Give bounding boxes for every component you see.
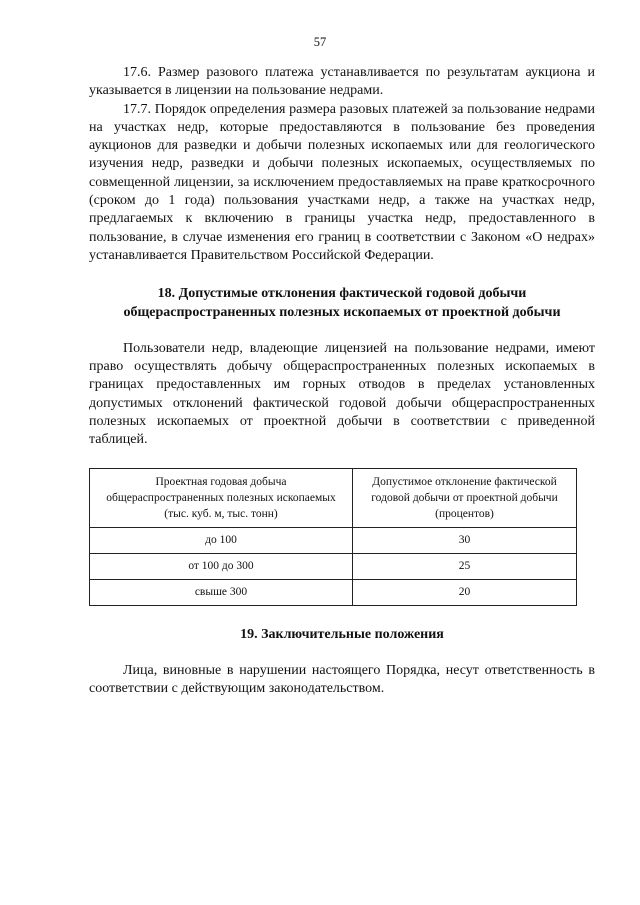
document-body xyxy=(89,64,595,699)
page-number: 57 xyxy=(313,35,327,49)
section-18-paragraph: Пользователи недр, владеющие лицензией на пользование недрами, имеют право осуществлять добычу общераспространенных полезных ископаемых в границах предоставленных им горных отводов в пределах установленных допустимых отклонений фактической годовой добычи общераспространенных полезных ископаемых от проектной добычи в соответствии с приведенной таблицей. xyxy=(89,340,595,448)
section-19-heading: 19. Заключительные положения xyxy=(240,626,444,642)
table-row xyxy=(90,579,577,605)
table-header-cell: Допустимое отклонение фактической годовой добычи от проектной добычи (процентов) xyxy=(353,468,577,527)
paragraph-17-6: 17.6. Размер разового платежа устанавливается по результатам аукциона и указывается в лицензии на пользование недрами. xyxy=(89,65,595,99)
table-row xyxy=(90,527,577,553)
table-cell: от 100 до 300 xyxy=(90,553,353,579)
section-19-paragraph: Лица, виновные в нарушении настоящего Порядка, несут ответственность в соответствии с действующим законодательством. xyxy=(89,662,595,697)
table-cell: 30 xyxy=(353,527,577,553)
table-header-row xyxy=(90,468,577,527)
table-cell: 20 xyxy=(353,579,577,605)
table-row xyxy=(90,553,577,579)
table-header-cell: Проектная годовая добыча общераспространенных полезных ископаемых (тыс. куб. м, тыс. тонн) xyxy=(90,468,353,527)
paragraph-17-7: 17.7. Порядок определения размера разовых платежей за пользование недрами на участках недр, которые предоставляются в пользование без проведения аукционов для разведки и добычи полезных ископаемых или для геологического изучения недр, разведки и добычи полезных ископаемых, осуществляемых по совмещенной лицензии, за исключением предоставляемых на праве краткосрочного (сроком до 1 года) пользования участками недр, а также на участках недр, предлагаемых к включению в границы участка недр, предоставленного в пользование, в случае изменения его границ в соответствии с Законом «О недрах» устанавливается Правительством Российской Федерации. xyxy=(89,101,595,263)
section-18-heading xyxy=(89,285,595,322)
table-cell: свыше 300 xyxy=(90,579,353,605)
deviation-table xyxy=(89,468,577,606)
section-18-heading-line-2: общераспространенных полезных ископаемых от проектной добычи xyxy=(123,304,561,320)
section-18-heading-line-1: 18. Допустимые отклонения фактической годовой добычи xyxy=(157,286,527,302)
table-cell: 25 xyxy=(353,553,577,579)
table-cell: до 100 xyxy=(90,527,353,553)
